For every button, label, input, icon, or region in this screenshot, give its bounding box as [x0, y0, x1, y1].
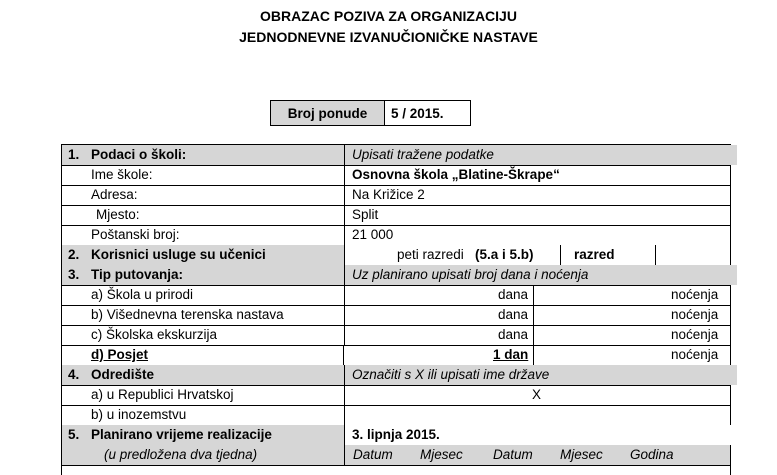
- section-4-number: 4.: [68, 367, 80, 382]
- destination-row: [62, 385, 730, 406]
- address-row: [62, 185, 730, 206]
- school-name-row: [62, 165, 730, 186]
- destination-row: [62, 405, 730, 426]
- trip-type-label: a) Škola u prirodi: [91, 287, 194, 302]
- days-unit: dana: [498, 287, 529, 302]
- offer-number-box: [270, 100, 471, 126]
- offer-number-value[interactable]: 5 / 2015.: [391, 105, 444, 121]
- address-value[interactable]: Na Križice 2: [352, 187, 425, 202]
- section-2-row: [62, 245, 730, 266]
- section-1-note: Upisati tražene podatke: [345, 145, 737, 165]
- section-2-value-cell: [345, 245, 730, 265]
- nights-unit: noćenja: [671, 347, 719, 362]
- days-unit: dana: [498, 327, 529, 342]
- section-1-label: Podaci o školi:: [91, 147, 187, 162]
- section-2-label: Korisnici usluge su učenici: [91, 247, 266, 262]
- school-name-label: Ime škole:: [91, 167, 153, 182]
- city-row: [62, 205, 730, 226]
- nights-unit: noćenja: [671, 307, 719, 322]
- trip-type-row: [62, 305, 730, 326]
- city-value[interactable]: Split: [352, 207, 379, 222]
- postal-code-label: Poštanski broj:: [91, 227, 180, 242]
- city-label: Mjesto:: [96, 207, 140, 222]
- section-5-number: 5.: [68, 427, 80, 442]
- trip-type-label: b) Višednevna terenska nastava: [91, 307, 284, 322]
- postal-code-value[interactable]: 21 000: [352, 227, 394, 242]
- grade-unit-label: razred: [574, 247, 615, 262]
- section-4-label: Odredište: [91, 367, 155, 382]
- section-2-number: 2.: [68, 247, 80, 262]
- section-1-header: [62, 145, 730, 166]
- form-title-line1: OBRAZAC POZIVA ZA ORGANIZACIJU: [260, 8, 517, 24]
- trip-type-label: c) Školska ekskurzija: [91, 327, 218, 342]
- trip-type-visit-label: d) Posjet: [91, 347, 149, 362]
- offer-number-label: Broj ponude: [271, 101, 385, 125]
- postal-code-row: [62, 225, 730, 246]
- address-label: Adresa:: [91, 187, 138, 202]
- nights-unit: noćenja: [671, 287, 719, 302]
- section-5-label: Planirano vrijeme realizacije: [91, 427, 272, 442]
- planned-date-value[interactable]: 3. lipnja 2015.: [345, 425, 737, 445]
- section-3-label: Tip putovanja:: [91, 267, 184, 282]
- date-header: Datum: [493, 447, 533, 462]
- students-grade-prefix[interactable]: peti razredi: [397, 247, 464, 262]
- year-header: Godina: [630, 447, 674, 462]
- section-4-note: Označiti s X ili upisati ime države: [345, 365, 737, 385]
- students-grade-classes[interactable]: (5.a i 5.b): [475, 247, 534, 262]
- visit-days-value[interactable]: 1 dan: [493, 347, 529, 362]
- trip-type-row: [62, 285, 730, 306]
- days-unit: dana: [498, 307, 529, 322]
- destination-croatia-value[interactable]: X: [532, 387, 542, 402]
- section-4-header: [62, 365, 730, 386]
- nights-unit: noćenja: [671, 327, 719, 342]
- trip-type-row: [62, 325, 730, 346]
- section-3-header: [62, 265, 730, 286]
- section-1-number: 1.: [68, 147, 80, 162]
- destination-croatia-label: a) u Republici Hrvatskoj: [91, 387, 234, 402]
- section-3-number: 3.: [68, 267, 80, 282]
- form-table: [61, 144, 731, 475]
- month-header: Mjesec: [560, 447, 603, 462]
- trip-type-visit-row: [62, 345, 730, 366]
- date-header: Datum: [353, 447, 393, 462]
- destination-abroad-label: b) u inozemstvu: [91, 407, 187, 422]
- section-3-note: Uz planirano upisati broj dana i noćenja: [345, 265, 737, 285]
- month-header: Mjesec: [420, 447, 463, 462]
- section-5-header: [62, 425, 730, 446]
- form-title-line2: JEDNODNEVNE IZVANUČIONIČKE NASTAVE: [239, 29, 538, 45]
- school-name-value[interactable]: Osnovna škola „Blatine-Škrape“: [352, 167, 560, 182]
- section-5-sub-label: (u predložena dva tjedna): [104, 447, 258, 462]
